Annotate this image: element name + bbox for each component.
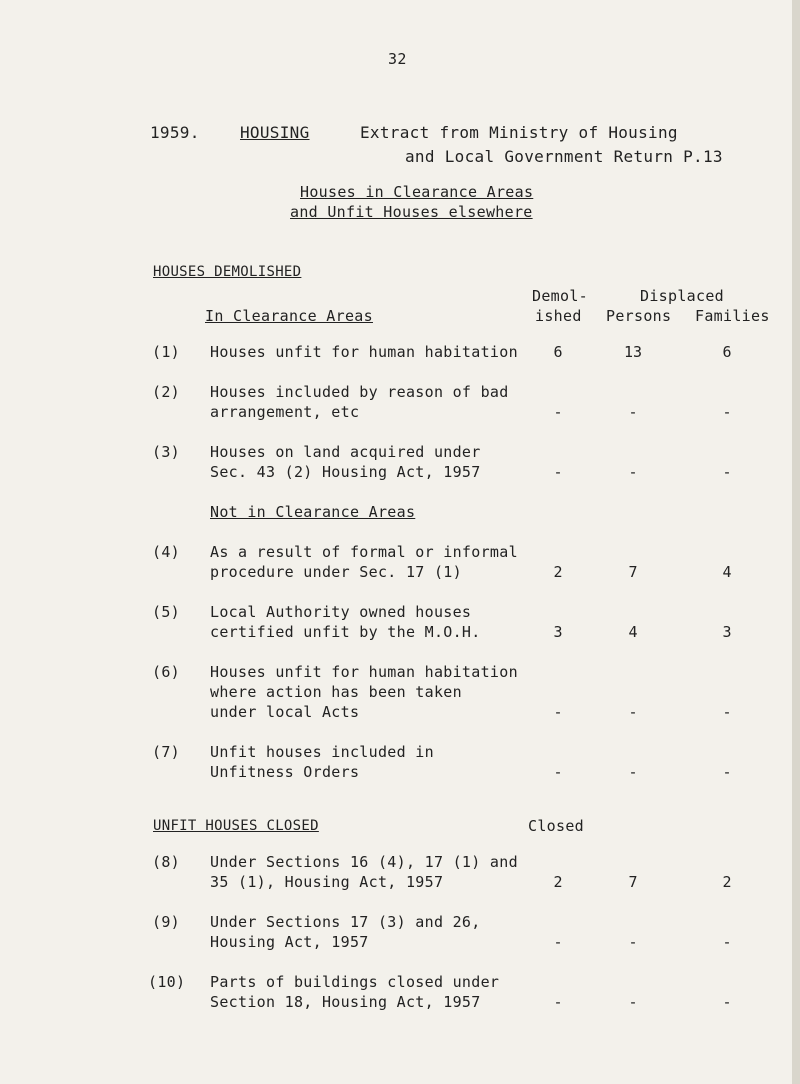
row-label-cont: Section 18, Housing Act, 1957 <box>210 993 481 1011</box>
row-number: (4) <box>152 543 180 561</box>
cell-demolished: - <box>553 463 563 481</box>
cell-demolished: - <box>553 703 563 721</box>
row-label-cont: procedure under Sec. 17 (1) <box>210 563 462 581</box>
subtitle-1: Houses in Clearance Areas <box>300 183 534 201</box>
cell-persons: - <box>628 763 638 781</box>
cell-families: - <box>722 933 732 951</box>
year: 1959. <box>150 123 200 142</box>
cell-families: - <box>722 763 732 781</box>
demolished-heading: HOUSES DEMOLISHED <box>153 264 302 280</box>
cell-families: - <box>722 403 732 421</box>
closed-heading: UNFIT HOUSES CLOSED <box>153 818 319 834</box>
page-edge-shadow <box>792 0 800 1084</box>
row-label-cont: under local Acts <box>210 703 360 721</box>
header-line-2: and Local Government Return P.13 <box>405 147 723 166</box>
row-label: Under Sections 16 (4), 17 (1) and <box>210 853 518 871</box>
cell-closed: - <box>553 933 563 951</box>
cell-persons: - <box>628 933 638 951</box>
row-number: (10) <box>148 973 186 991</box>
cell-persons: - <box>628 463 638 481</box>
row-number: (9) <box>152 913 180 931</box>
row-label-cont: certified unfit by the M.O.H. <box>210 623 481 641</box>
row-number: (7) <box>152 743 180 761</box>
row-label-cont: arrangement, etc <box>210 403 360 421</box>
row-label: Unfit houses included in <box>210 743 434 761</box>
cell-families: 3 <box>722 623 732 641</box>
row-label-cont: Unfitness Orders <box>210 763 360 781</box>
col-header-persons: Persons <box>606 307 672 325</box>
row-label: Local Authority owned houses <box>210 603 472 621</box>
cell-demolished: 6 <box>553 343 563 361</box>
col-header-families: Families <box>695 307 770 325</box>
row-label: Houses on land acquired under <box>210 443 481 461</box>
cell-families: - <box>722 463 732 481</box>
cell-persons: 4 <box>628 623 638 641</box>
row-label: As a result of formal or informal <box>210 543 518 561</box>
header-line-1: Extract from Ministry of Housing <box>360 123 678 142</box>
cell-families: 4 <box>722 563 732 581</box>
subtitle-2: and Unfit Houses elsewhere <box>290 203 533 221</box>
row-number: (3) <box>152 443 180 461</box>
cell-persons: - <box>628 703 638 721</box>
page-number: 32 <box>388 50 407 68</box>
col-header-closed: Closed <box>528 817 584 835</box>
row-number: (1) <box>152 343 180 361</box>
cell-demolished: - <box>553 763 563 781</box>
not-in-clearance-subheading: Not in Clearance Areas <box>210 503 416 521</box>
cell-persons: - <box>628 403 638 421</box>
cell-demolished: - <box>553 403 563 421</box>
row-label: Houses unfit for human habitation <box>210 663 518 681</box>
row-number: (2) <box>152 383 180 401</box>
row-label-cont: Housing Act, 1957 <box>210 933 369 951</box>
clearance-subheading: In Clearance Areas <box>205 307 373 325</box>
col-header-demolished-2: ished <box>535 307 582 325</box>
cell-families: - <box>722 993 732 1011</box>
cell-families: - <box>722 703 732 721</box>
col-header-displaced: Displaced <box>640 287 724 305</box>
cell-persons: - <box>628 993 638 1011</box>
row-label: Under Sections 17 (3) and 26, <box>210 913 481 931</box>
row-number: (8) <box>152 853 180 871</box>
cell-persons: 13 <box>623 343 643 361</box>
cell-families: 2 <box>722 873 732 891</box>
row-label: Parts of buildings closed under <box>210 973 500 991</box>
cell-demolished: 2 <box>553 563 563 581</box>
cell-closed: - <box>553 993 563 1011</box>
row-label: Houses included by reason of bad <box>210 383 509 401</box>
cell-persons: 7 <box>628 563 638 581</box>
row-label-cont: Sec. 43 (2) Housing Act, 1957 <box>210 463 481 481</box>
section-title: HOUSING <box>240 123 310 142</box>
row-label: Houses unfit for human habitation <box>210 343 518 361</box>
row-number: (6) <box>152 663 180 681</box>
cell-families: 6 <box>722 343 732 361</box>
cell-closed: 2 <box>553 873 563 891</box>
row-label-cont: 35 (1), Housing Act, 1957 <box>210 873 444 891</box>
col-header-demolished-1: Demol- <box>532 287 588 305</box>
row-label-cont: where action has been taken <box>210 683 462 701</box>
cell-persons: 7 <box>628 873 638 891</box>
row-number: (5) <box>152 603 180 621</box>
cell-demolished: 3 <box>553 623 563 641</box>
